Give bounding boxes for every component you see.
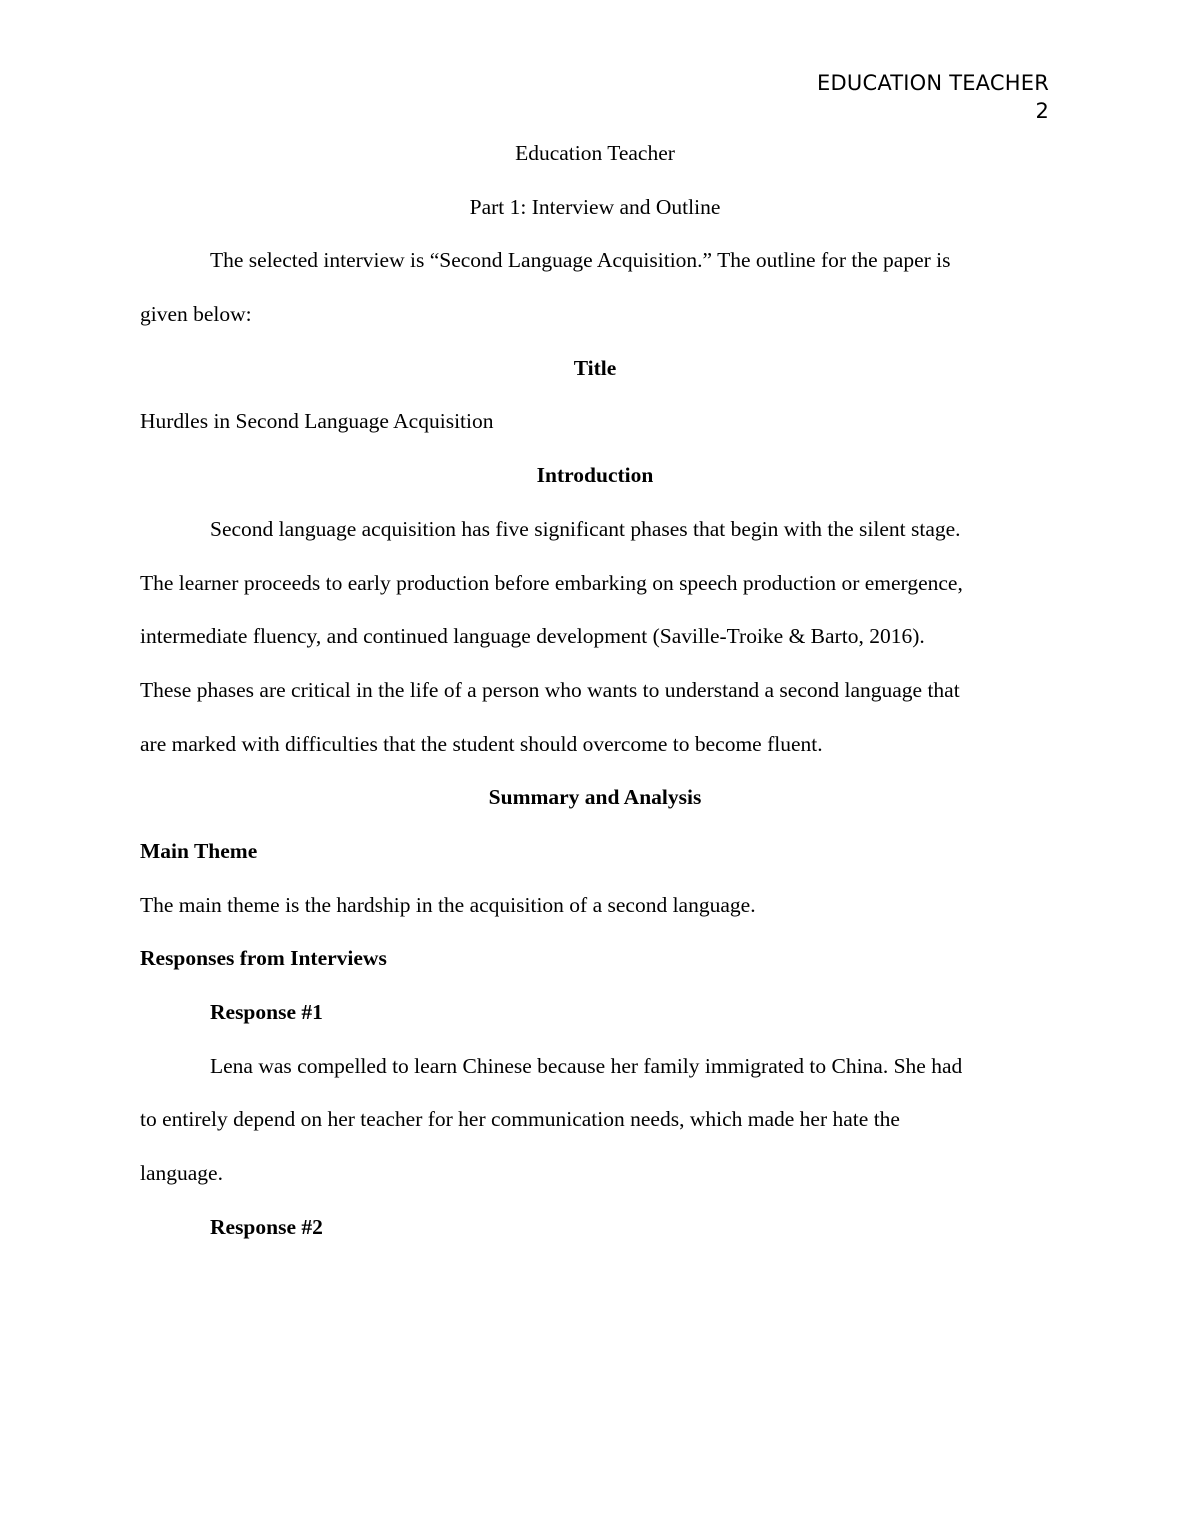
main-theme-heading: Main Theme	[140, 838, 258, 863]
running-head-title: EDUCATION TEACHER	[817, 71, 1049, 95]
introduction-heading: Introduction	[536, 463, 654, 488]
document-body	[140, 127, 1050, 1254]
paragraph-line: The selected interview is “Second Language Acquisition.” The outline for the paper is	[210, 248, 951, 273]
response2-heading: Response #2	[210, 1214, 323, 1239]
response1-paragraph	[140, 1040, 1050, 1201]
paragraph-line: Lena was compelled to learn Chinese because her family immigrated to China. She had	[210, 1053, 963, 1078]
paragraph-line: intermediate fluency, and continued language development (Saville-Troike & Barto, 2016).	[140, 624, 925, 649]
response1-heading: Response #1	[210, 1000, 323, 1024]
intro-paragraph	[140, 234, 1050, 341]
document-title: Education Teacher	[515, 141, 675, 165]
paragraph-line: Second language acquisition has five significant phases that begin with the silent stage.	[210, 516, 961, 541]
responses-heading: Responses from Interviews	[140, 946, 387, 971]
document-subtitle: Part 1: Interview and Outline	[469, 194, 721, 219]
introduction-paragraph	[140, 503, 1050, 771]
paragraph-line: language.	[140, 1161, 223, 1186]
paragraph-line: to entirely depend on her teacher for her communication needs, which made her hate the	[140, 1107, 900, 1132]
main-theme-text: The main theme is the hardship in the acquisition of a second language.	[140, 892, 756, 917]
paragraph-line: These phases are critical in the life of a person who wants to understand a second language that	[140, 677, 960, 702]
paragraph-line: are marked with difficulties that the student should overcome to become fluent.	[140, 731, 823, 756]
summary-heading: Summary and Analysis	[488, 785, 702, 810]
paragraph-line: The learner proceeds to early production before embarking on speech production or emergence,	[140, 570, 963, 595]
page-header	[817, 69, 1049, 125]
paragraph-line: given below:	[140, 302, 252, 327]
paper-title: Hurdles in Second Language Acquisition	[140, 409, 494, 434]
page-number: 2	[1035, 99, 1049, 123]
title-heading: Title	[573, 355, 617, 380]
